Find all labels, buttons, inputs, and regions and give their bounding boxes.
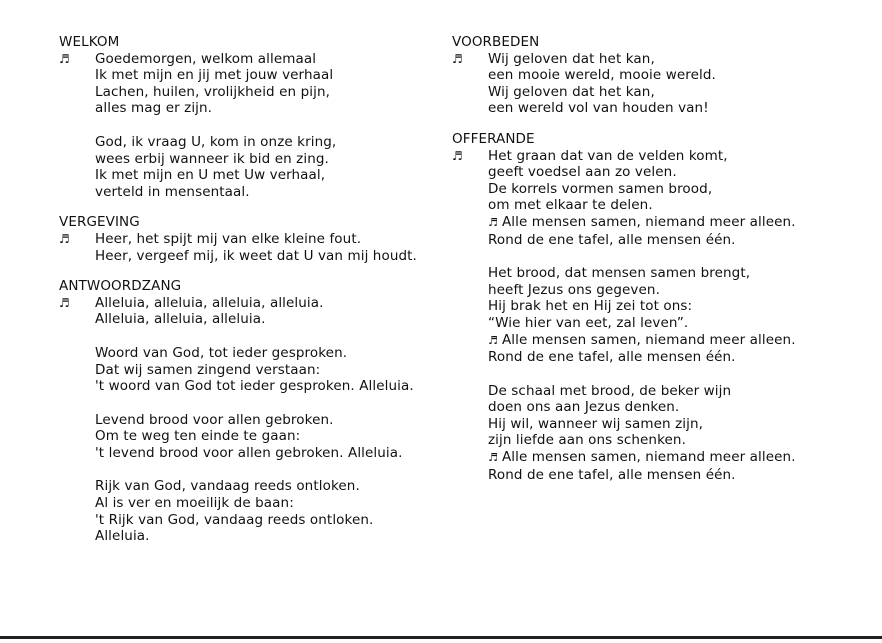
lyric-line — [488, 100, 852, 117]
lyric-text: Heer, het spijt mij van elke kleine fout. — [95, 230, 362, 247]
lyric-line — [95, 495, 439, 512]
stanza — [59, 51, 439, 117]
lyric-text: Alle mensen samen, niemand meer alleen. — [501, 331, 796, 348]
lyric-text: Alle mensen samen, niemand meer alleen. — [501, 213, 796, 230]
lyric-text: 't Rijk van God, vandaag reeds ontloken. — [95, 511, 374, 528]
stanza — [452, 265, 852, 366]
lyric-line — [488, 84, 852, 101]
lyric-text: Al is ver en moeilijk de baan: — [95, 495, 294, 512]
lyric-text: 't woord van God tot ieder gesproken. Alleluia. — [95, 378, 414, 395]
lyric-text: Wij geloven dat het kan, — [488, 83, 655, 100]
lyric-line — [95, 311, 439, 328]
lyric-line — [488, 265, 852, 282]
lyric-text: God, ik vraag U, kom in onze kring, — [95, 133, 337, 150]
lyric-text: De schaal met brood, de beker wijn — [488, 382, 732, 399]
lyric-text: De korrels vormen samen brood, — [488, 180, 713, 197]
lyric-text: Hij brak het en Hij zei tot ons: — [488, 298, 693, 315]
lyric-line — [95, 412, 439, 429]
music-note-icon: ♬ — [488, 215, 498, 229]
lyric-text: Hij wil, wanneer wij samen zijn, — [488, 415, 704, 432]
lyric-text: Lachen, huilen, vrolijkheid en pijn, — [95, 83, 330, 100]
lyric-text: Alleluia, alleluia, alleluia, alleluia. — [95, 294, 324, 311]
lyric-line — [95, 151, 439, 168]
section-antwoordzang — [59, 278, 439, 545]
lyric-text: verteld in mensentaal. — [95, 183, 250, 200]
lyric-text: Het brood, dat mensen samen brengt, — [488, 265, 751, 282]
lyric-line — [95, 528, 439, 545]
section-heading: ANTWOORDZANG — [59, 278, 182, 295]
stanza — [59, 345, 439, 395]
lyric-line — [488, 67, 852, 84]
lyric-text: Rijk van God, vandaag reeds ontloken. — [95, 478, 360, 495]
music-note-icon: ♬ — [452, 148, 463, 163]
lyric-line — [95, 248, 439, 265]
lyric-line — [488, 449, 852, 467]
lyric-text: Wij geloven dat het kan, — [488, 50, 655, 67]
lyric-text: Goedemorgen, welkom allemaal — [95, 50, 317, 67]
lyric-text: Ik met mijn en jij met jouw verhaal — [95, 67, 334, 84]
lyric-line — [488, 315, 852, 332]
music-note-icon: ♬ — [452, 51, 463, 66]
lyric-text: 't levend brood voor allen gebroken. Alleluia. — [95, 444, 403, 461]
lyric-text: alles mag er zijn. — [95, 100, 213, 117]
lyric-line — [95, 51, 439, 68]
stanza — [59, 412, 439, 462]
lyric-line — [488, 383, 852, 400]
lyric-line — [95, 167, 439, 184]
lyric-text: Rond de ene tafel, alle mensen één. — [488, 466, 736, 483]
section-heading: VOORBEDEN — [452, 34, 540, 50]
lyric-text: “Wie hier van eet, zal leven”. — [488, 314, 689, 331]
lyric-line — [95, 478, 439, 495]
lyric-line — [488, 399, 852, 416]
lyric-text: Dat wij samen zingend verstaan: — [95, 361, 321, 378]
lyric-line — [488, 467, 852, 484]
lyric-text: een mooie wereld, mooie wereld. — [488, 67, 716, 84]
lyric-line — [95, 512, 439, 529]
lyric-line — [488, 432, 852, 449]
lyric-text: een wereld vol van houden van! — [488, 100, 709, 117]
section-heading: OFFERANDE — [452, 130, 535, 147]
right-column — [452, 34, 852, 497]
stanza — [59, 231, 439, 264]
lyric-line — [488, 349, 852, 366]
music-note-icon: ♬ — [59, 295, 70, 310]
lyric-line — [488, 51, 852, 68]
stanza — [452, 51, 852, 117]
lyric-text: Alleluia, alleluia, alleluia. — [95, 311, 266, 328]
stanza — [59, 478, 439, 544]
stanza — [59, 295, 439, 328]
lyric-line — [488, 332, 852, 350]
lyric-text: doen ons aan Jezus denken. — [488, 399, 680, 416]
lyric-text: wees erbij wanneer ik bid en zing. — [95, 150, 329, 167]
lyric-line — [488, 214, 852, 232]
lyric-line — [488, 181, 852, 198]
lyric-line — [95, 184, 439, 201]
section-heading: VERGEVING — [59, 214, 140, 231]
music-note-icon: ♬ — [488, 451, 498, 465]
lyric-line — [95, 231, 439, 248]
lyric-line — [95, 362, 439, 379]
lyric-text: Levend brood voor allen gebroken. — [95, 411, 334, 428]
lyric-line — [488, 164, 852, 181]
music-note-icon: ♬ — [59, 51, 70, 66]
lyric-line — [488, 148, 852, 165]
lyric-text: heeft Jezus ons gegeven. — [488, 281, 660, 298]
section-welkom — [59, 34, 439, 200]
lyric-text: geeft voedsel aan zo velen. — [488, 164, 677, 181]
lyric-line — [95, 134, 439, 151]
stanza — [452, 148, 852, 249]
lyric-line — [488, 197, 852, 214]
lyric-text: Alleluia. — [95, 528, 150, 545]
stanza — [452, 383, 852, 484]
lyric-line — [488, 416, 852, 433]
lyric-line — [488, 298, 852, 315]
lyric-line — [95, 100, 439, 117]
lyric-text: Om te weg ten einde te gaan: — [95, 428, 301, 445]
lyric-line — [95, 295, 439, 312]
lyric-line — [95, 67, 439, 84]
lyric-line — [95, 445, 439, 462]
music-note-icon: ♬ — [488, 333, 498, 347]
lyric-line — [488, 232, 852, 249]
lyric-line — [95, 428, 439, 445]
left-column — [59, 34, 439, 559]
section-voorbeden — [452, 34, 852, 117]
lyric-text: om met elkaar te delen. — [488, 197, 653, 214]
stanza — [59, 134, 439, 200]
lyric-text: zijn liefde aan ons schenken. — [488, 432, 686, 449]
lyric-text: Heer, vergeef mij, ik weet dat U van mij houdt. — [95, 247, 417, 264]
section-vergeving — [59, 214, 439, 264]
lyric-line — [95, 84, 439, 101]
lyric-text: Rond de ene tafel, alle mensen één. — [488, 231, 736, 248]
section-offerande — [452, 131, 852, 483]
section-heading: WELKOM — [59, 34, 120, 50]
lyric-text: Alle mensen samen, niemand meer alleen. — [501, 449, 796, 466]
lyric-text: Rond de ene tafel, alle mensen één. — [488, 349, 736, 366]
lyric-text: Het graan dat van de velden komt, — [488, 147, 728, 164]
lyric-line — [488, 282, 852, 299]
lyric-line — [95, 378, 439, 395]
lyric-text: Woord van God, tot ieder gesproken. — [95, 344, 348, 361]
page-bottom-border — [0, 636, 882, 639]
lyric-line — [95, 345, 439, 362]
lyric-text: Ik met mijn en U met Uw verhaal, — [95, 167, 326, 184]
music-note-icon: ♬ — [59, 231, 70, 246]
